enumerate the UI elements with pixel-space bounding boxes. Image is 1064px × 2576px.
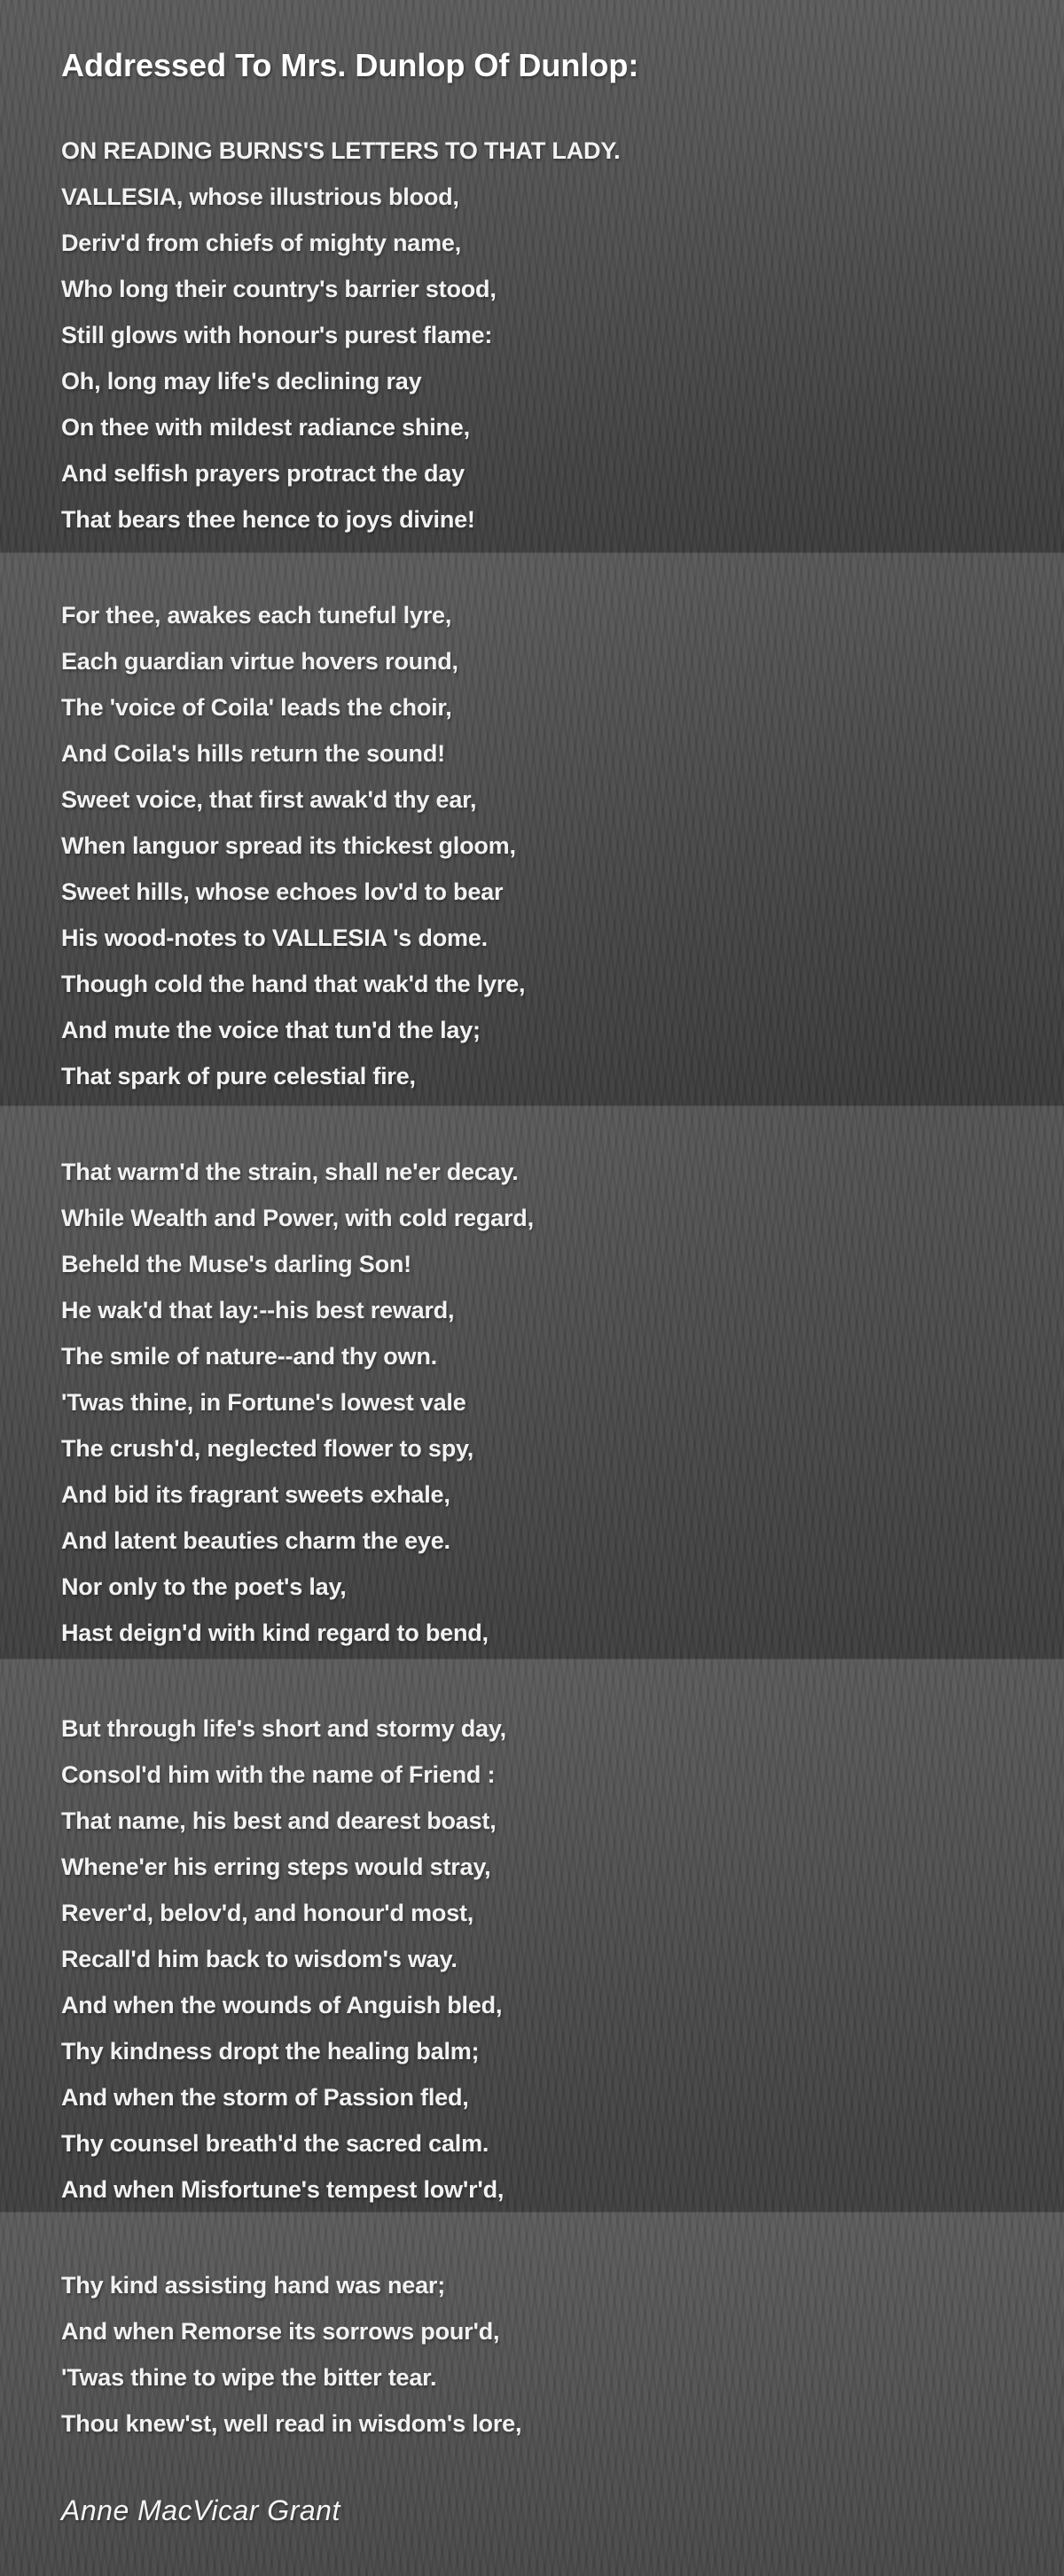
poem-line: Each guardian virtue hovers round,	[61, 648, 458, 675]
poem-author-signature: Anne MacVicar Grant	[61, 2494, 340, 2526]
poem-line: Whene'er his erring steps would stray,	[61, 1854, 491, 1880]
poem-line: Oh, long may life's declining ray	[61, 368, 422, 394]
stanza-5	[61, 2262, 1011, 2447]
poem-line: The 'voice of Coila' leads the choir,	[61, 694, 452, 721]
poem-line: Still glows with honour's purest flame:	[61, 322, 493, 348]
poem-line: And bid its fragrant sweets exhale,	[61, 1481, 450, 1508]
poem-line: Recall'd him back to wisdom's way.	[61, 1946, 458, 1972]
poem-line: VALLESIA, whose illustrious blood,	[61, 183, 459, 210]
stanza-2	[61, 592, 1011, 1099]
poem-line: That name, his best and dearest boast,	[61, 1807, 497, 1834]
poem-line: Hast deign'd with kind regard to bend,	[61, 1620, 489, 1646]
poem-line: Consol'd him with the name of Friend :	[61, 1761, 496, 1788]
poem-line: The smile of nature--and thy own.	[61, 1343, 437, 1370]
poem-line: But through life's short and stormy day,	[61, 1715, 506, 1742]
poem-line: He wak'd that lay:--his best reward,	[61, 1297, 455, 1323]
poem-line: On thee with mildest radiance shine,	[61, 414, 470, 441]
poem-line: When languor spread its thickest gloom,	[61, 832, 516, 859]
poem-line: Thy kindness dropt the healing balm;	[61, 2038, 480, 2065]
poem-line: Who long their country's barrier stood,	[61, 276, 497, 302]
poem-line: That bears thee hence to joys divine!	[61, 506, 475, 533]
poem-line: That spark of pure celestial fire,	[61, 1063, 416, 1089]
poem-line: Rever'd, belov'd, and honour'd most,	[61, 1900, 474, 1926]
poem-title: Addressed To Mrs. Dunlop Of Dunlop:	[61, 47, 639, 83]
poem-line: Though cold the hand that wak'd the lyre,	[61, 971, 526, 997]
poem-line: And mute the voice that tun'd the lay;	[61, 1017, 481, 1043]
poem-line: And when the storm of Passion fled,	[61, 2084, 469, 2111]
poem-line: And when the wounds of Anguish bled,	[61, 1992, 503, 2018]
poem-line: 'Twas thine to wipe the bitter tear.	[61, 2364, 437, 2391]
poem-line: Thou knew'st, well read in wisdom's lore,	[61, 2410, 522, 2437]
poem-line: And when Misfortune's tempest low'r'd,	[61, 2176, 505, 2203]
poem-body	[61, 128, 1011, 2447]
poem-line: Beheld the Muse's darling Son!	[61, 1251, 411, 1277]
stanza-4	[61, 1706, 1011, 2213]
poem-line: And when Remorse its sorrows pour'd,	[61, 2318, 500, 2345]
poem-line: Sweet voice, that first awak'd thy ear,	[61, 786, 477, 813]
poem-line: That warm'd the strain, shall ne'er decay.	[61, 1159, 519, 1185]
poem-line: His wood-notes to VALLESIA 's dome.	[61, 925, 488, 951]
poem-line: Thy kind assisting hand was near;	[61, 2272, 446, 2299]
poem-line: And Coila's hills return the sound!	[61, 740, 445, 767]
stanza-1	[61, 128, 1011, 543]
poem-line: Thy counsel breath'd the sacred calm.	[61, 2130, 489, 2157]
poem-line: 'Twas thine, in Fortune's lowest vale	[61, 1389, 466, 1416]
poem-line: ON READING BURNS'S LETTERS TO THAT LADY.	[61, 137, 621, 164]
poem-line: And latent beauties charm the eye.	[61, 1527, 450, 1554]
poem-line: For thee, awakes each tuneful lyre,	[61, 602, 452, 628]
poem-line: And selfish prayers protract the day	[61, 460, 465, 487]
poem-line: Deriv'd from chiefs of mighty name,	[61, 230, 462, 256]
poem-line: The crush'd, neglected flower to spy,	[61, 1435, 474, 1462]
poem-line: While Wealth and Power, with cold regard,	[61, 1205, 534, 1231]
stanza-3	[61, 1149, 1011, 1656]
poem-line: Nor only to the poet's lay,	[61, 1573, 347, 1600]
poem-line: Sweet hills, whose echoes lov'd to bear	[61, 878, 504, 905]
